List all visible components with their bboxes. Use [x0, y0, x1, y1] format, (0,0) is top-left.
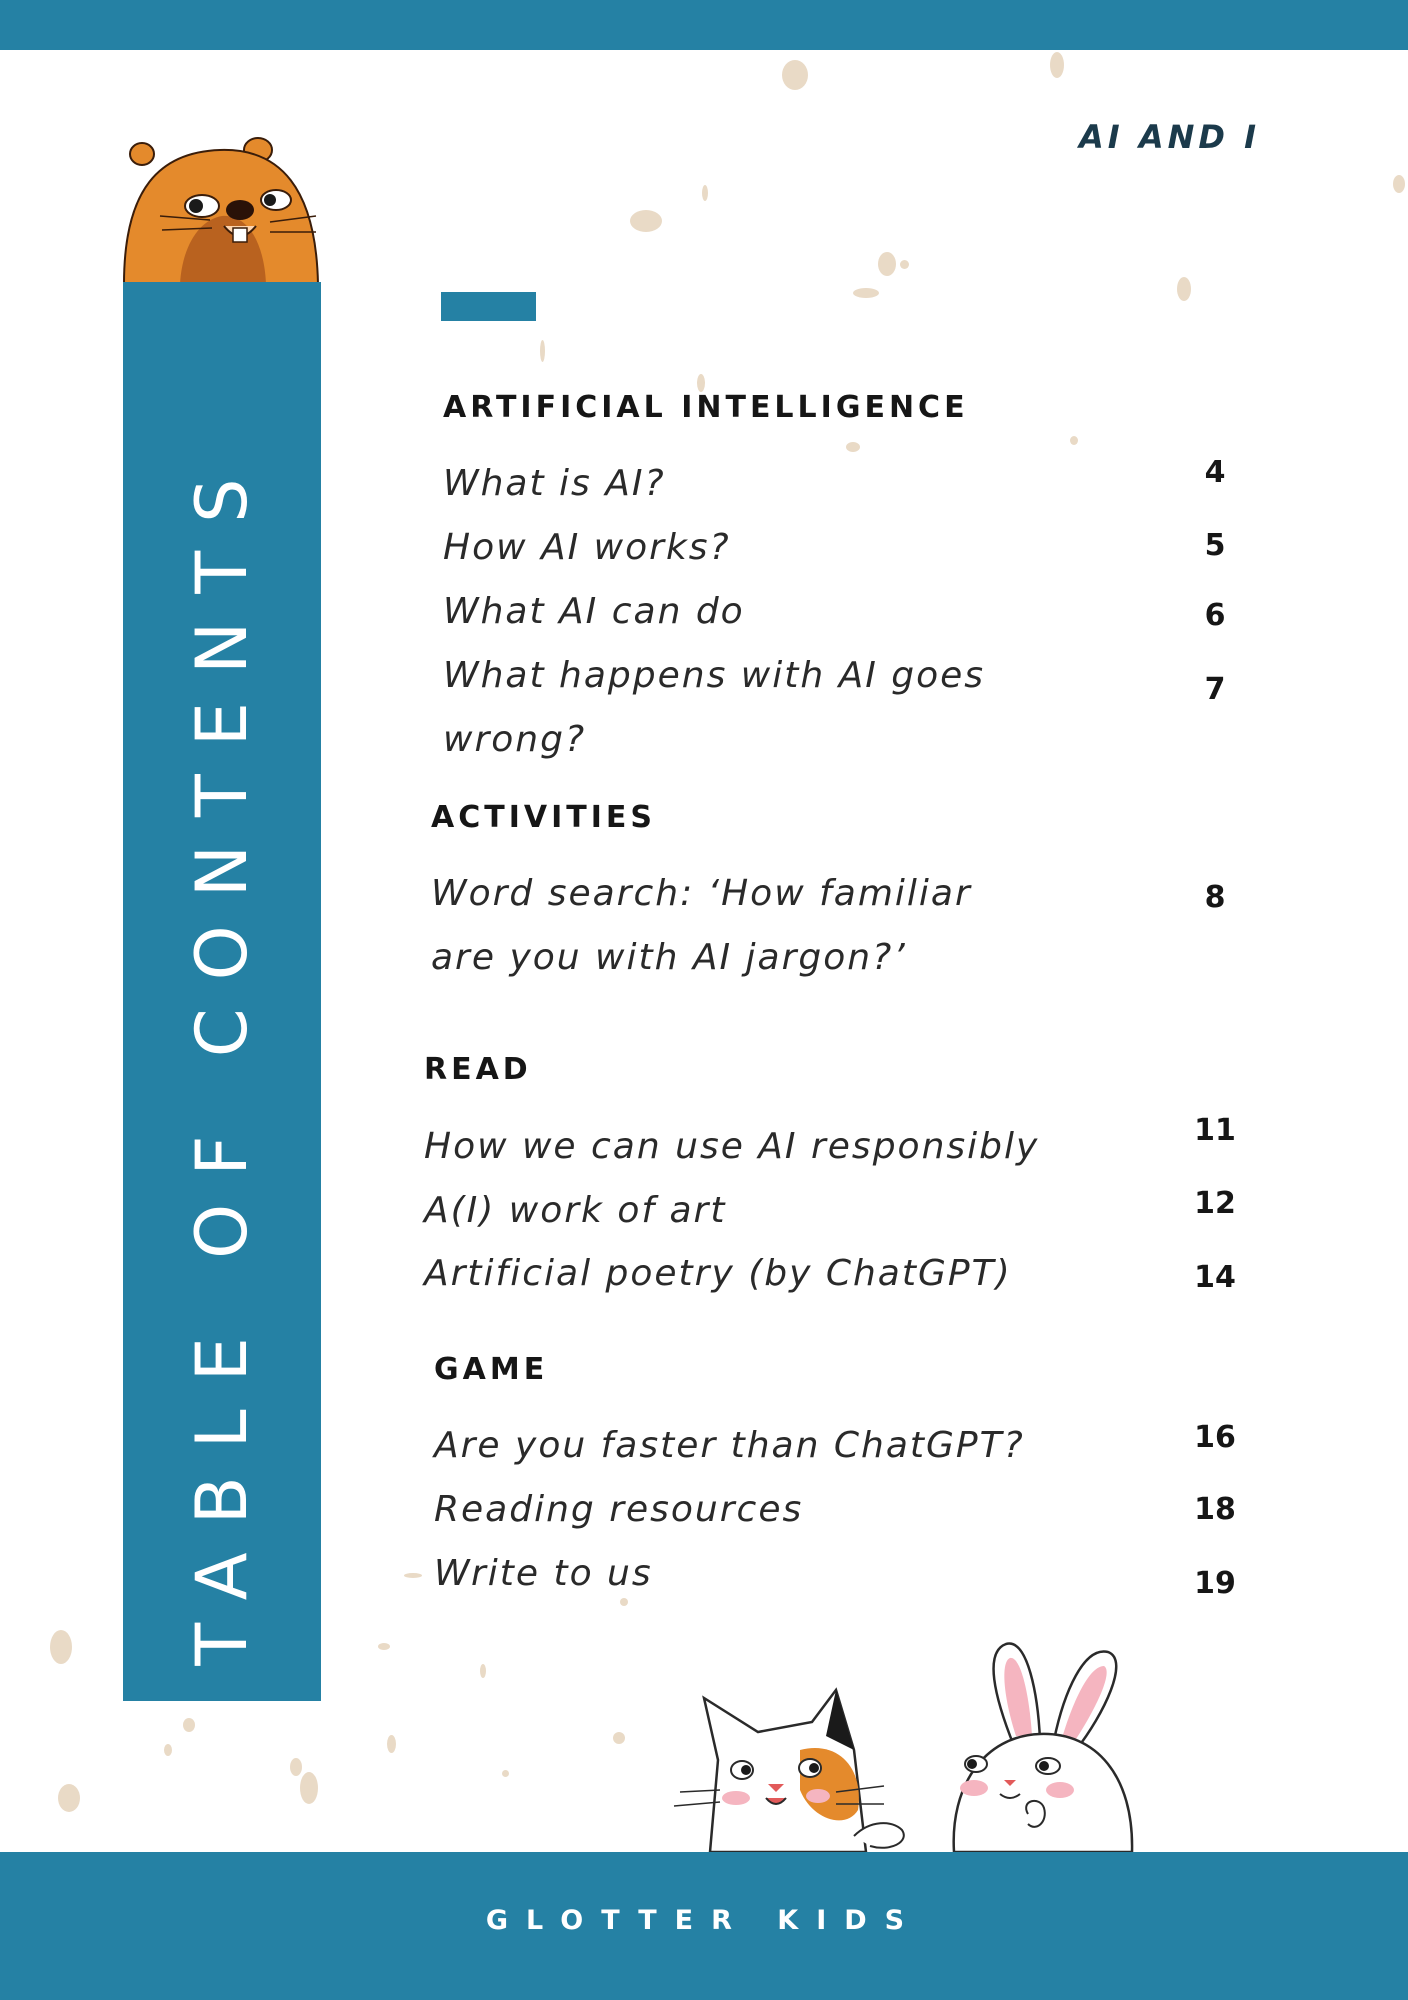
page-number: 11: [1194, 1113, 1236, 1148]
toc-entry-reading-resources[interactable]: Reading resources: [434, 1489, 804, 1530]
toc-entry-ai-goes-wrong[interactable]: What happens with AI goes wrong?: [443, 655, 986, 760]
table-of-contents-title: TABLE OF CONTENTS: [181, 450, 263, 1666]
page-number: 12: [1194, 1186, 1236, 1221]
toc-entry-what-ai-can-do[interactable]: What AI can do: [443, 591, 745, 632]
page-number: 8: [1204, 880, 1226, 915]
beaver-illustration: [120, 128, 326, 284]
toc-entry-how-ai-works[interactable]: How AI works?: [443, 527, 731, 568]
toc-entry-what-is-ai[interactable]: What is AI?: [443, 463, 666, 504]
page-number: 16: [1194, 1420, 1236, 1455]
top-banner: [0, 0, 1408, 50]
toc-entry-write-to-us[interactable]: Write to us: [434, 1553, 653, 1594]
toc-entry-artificial-poetry[interactable]: Artificial poetry (by ChatGPT): [424, 1253, 1012, 1294]
footer-brand: GLOTTER KIDS: [485, 1905, 923, 1936]
page-number: 7: [1204, 672, 1226, 707]
cat-illustration: [640, 1680, 940, 1852]
toc-entry-work-of-art[interactable]: A(I) work of art: [424, 1190, 727, 1231]
toc-entry-use-ai-responsibly[interactable]: How we can use AI responsibly: [424, 1126, 1040, 1167]
page-number: 4: [1204, 455, 1226, 490]
section-heading-activities: ACTIVITIES: [431, 800, 656, 835]
section-heading-read: READ: [424, 1052, 532, 1087]
page-number: 19: [1194, 1566, 1236, 1601]
section-heading-game: GAME: [434, 1352, 549, 1387]
toc-entry-word-search[interactable]: Word search: ‘How familiar are you with AI jargon?’: [431, 873, 972, 978]
page-number: 5: [1204, 528, 1226, 563]
toc-entry-faster-than-chatgpt[interactable]: Are you faster than ChatGPT?: [434, 1425, 1025, 1466]
page-number: 14: [1194, 1260, 1236, 1295]
page-number: 18: [1194, 1492, 1236, 1527]
accent-dash: [441, 292, 536, 321]
header-title: AI AND I: [1079, 118, 1260, 156]
bunny-illustration: [944, 1636, 1144, 1852]
section-heading-artificial-intelligence: ARTIFICIAL INTELLIGENCE: [443, 390, 969, 425]
page-number: 6: [1204, 598, 1226, 633]
